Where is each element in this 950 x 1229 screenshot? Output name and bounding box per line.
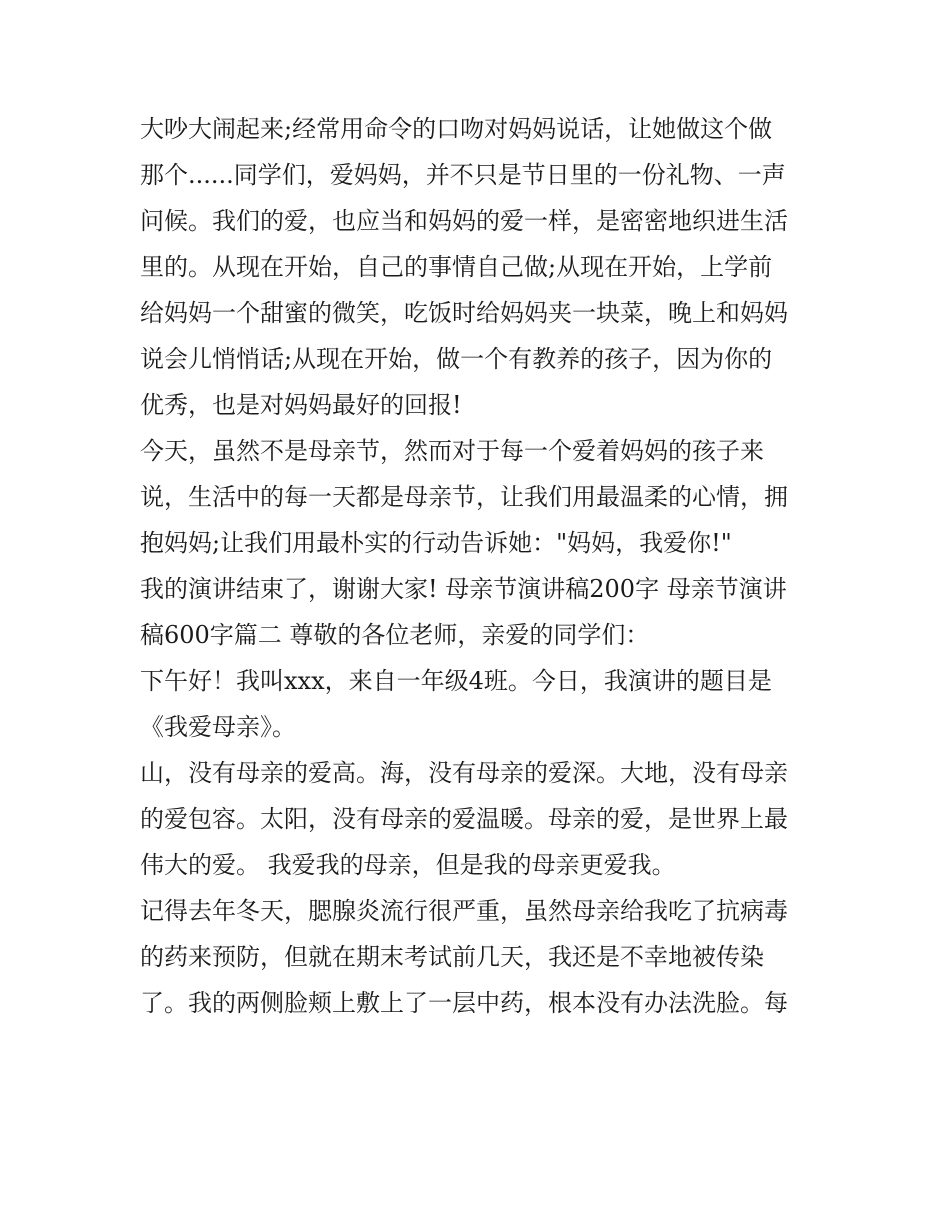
text-line: 记得去年冬天，腮腺炎流行很严重，虽然母亲给我吃了抗病毒 <box>140 897 788 925</box>
text-line: 《我爱母亲》。 <box>140 713 296 741</box>
text-line: 下午好！我叫xxx，来自一年级4班。今日，我演讲的题目是 <box>140 667 772 695</box>
text-line: 那个......同学们，爱妈妈，并不只是节日里的一份礼物、一声 <box>140 161 786 189</box>
text-line: 说会儿悄悄话;从现在开始，做一个有教养的孩子，因为你的 <box>140 345 773 373</box>
text-line: 说，生活中的每一天都是母亲节，让我们用最温柔的心情，拥 <box>140 483 788 511</box>
text-line: 山，没有母亲的爱高。海，没有母亲的爱深。大地，没有母亲 <box>140 759 788 787</box>
document-body <box>140 106 820 1026</box>
text-line: 优秀，也是对妈妈最好的回报! <box>140 391 462 419</box>
text-line: 的药来预防，但就在期末考试前几天，我还是不幸地被传染 <box>140 943 764 971</box>
text-line: 里的。从现在开始，自己的事情自己做;从现在开始，上学前 <box>140 253 773 281</box>
text-line: 给妈妈一个甜蜜的微笑，吃饭时给妈妈夹一块菜，晚上和妈妈 <box>140 299 788 327</box>
text-line: 的爱包容。太阳，没有母亲的爱温暖。母亲的爱，是世界上最 <box>140 805 788 833</box>
text-line: 了。我的两侧脸颊上敷上了一层中药，根本没有办法洗脸。每 <box>140 989 788 1017</box>
text-line: 大吵大闹起来;经常用命令的口吻对妈妈说话，让她做这个做 <box>140 115 773 143</box>
text-line: 伟大的爱。 我爱我的母亲，但是我的母亲更爱我。 <box>140 851 676 879</box>
text-line: 问候。我们的爱，也应当和妈妈的爱一样，是密密地织进生活 <box>140 207 788 235</box>
text-line: 抱妈妈;让我们用最朴实的行动告诉她："妈妈，我爱你!" <box>140 529 732 557</box>
text-line: 我的演讲结束了，谢谢大家! 母亲节演讲稿200字 母亲节演讲 <box>140 575 787 603</box>
text-line: 今天，虽然不是母亲节，然而对于每一个爱着妈妈的孩子来 <box>140 437 764 465</box>
text-line: 稿600字篇二 尊敬的各位老师，亲爱的同学们： <box>140 621 650 649</box>
